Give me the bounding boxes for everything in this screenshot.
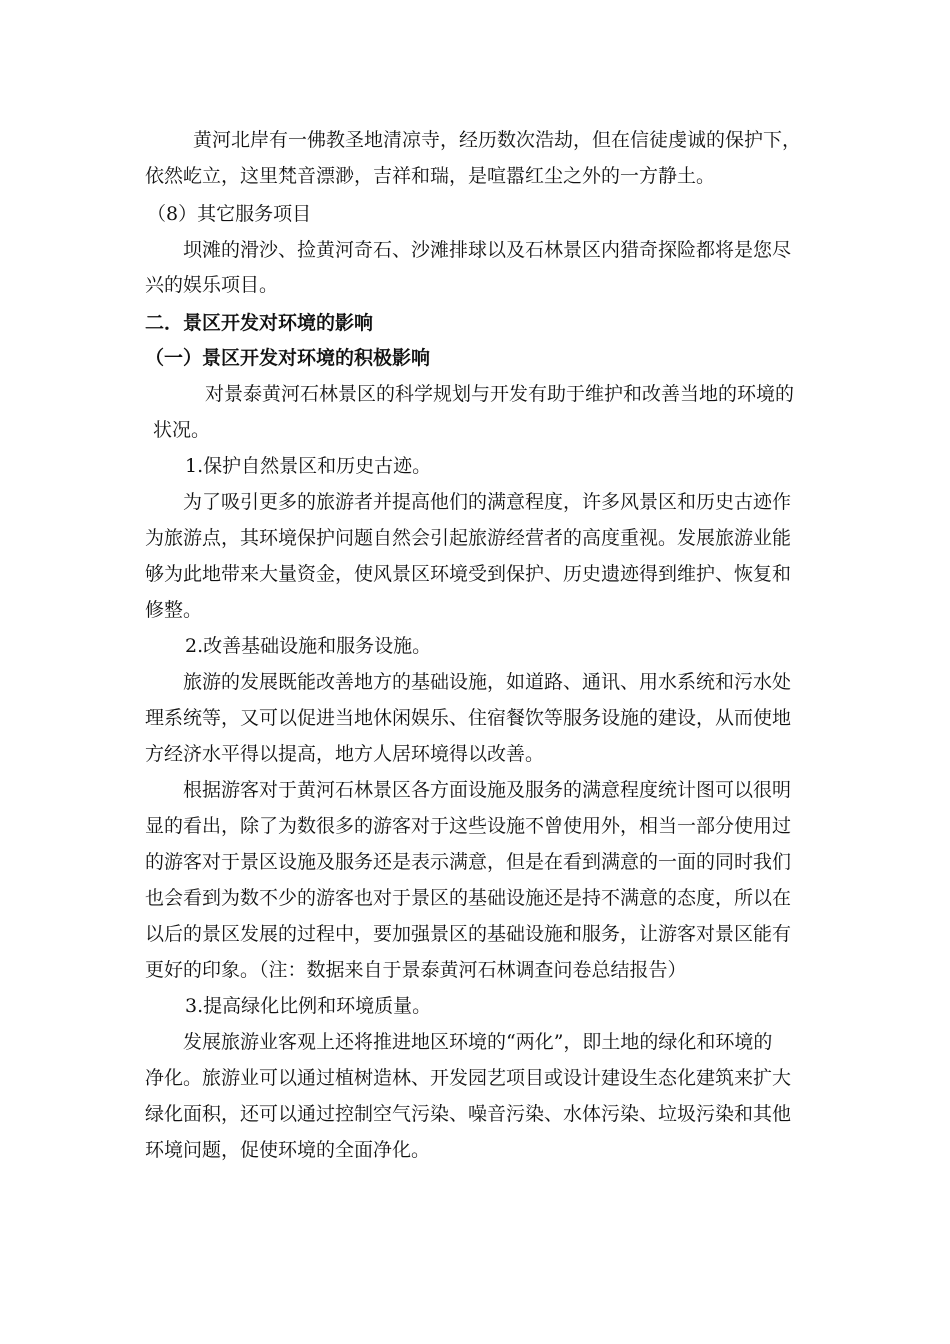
section-heading: 二．景区开发对环境的影响: [145, 312, 374, 334]
numbered-heading: 3.提高绿化比例和环境质量。: [185, 995, 432, 1017]
text-line: 更好的印象。（注：数据来自于景泰黄河石林调查问卷总结报告）: [145, 959, 687, 981]
text-line: 发展旅游业客观上还将推进地区环境的“两化”，即土地的绿化和环境的: [183, 1031, 773, 1053]
text-line: 的游客对于景区设施及服务还是表示满意，但是在看到满意的一面的同时我们: [145, 851, 792, 873]
text-line: 显的看出，除了为数很多的游客对于这些设施不曾使用外，相当一部分使用过: [145, 815, 792, 837]
text-line: 为旅游点，其环境保护问题自然会引起旅游经营者的高度重视。发展旅游业能: [145, 527, 792, 549]
text-line: 也会看到为数不少的游客也对于景区的基础设施还是持不满意的态度，所以在: [145, 887, 792, 909]
text-line: 理系统等，又可以促进当地休闲娱乐、住宿餐饮等服务设施的建设，从而使地: [145, 707, 792, 729]
text-line: 净化。旅游业可以通过植树造林、开发园艺项目或设计建设生态化建筑来扩大: [145, 1067, 792, 1089]
subsection-heading: （一）景区开发对环境的积极影响: [145, 347, 431, 369]
text-line: 以后的景区发展的过程中，要加强景区的基础设施和服务，让游客对景区能有: [145, 923, 792, 945]
text-line: 对景泰黄河石林景区的科学规划与开发有助于维护和改善当地的环境的: [205, 383, 795, 405]
list-item-heading: （8）其它服务项目: [147, 203, 312, 225]
text-line: 绿化面积，还可以通过控制空气污染、噪音污染、水体污染、垃圾污染和其他: [145, 1103, 792, 1125]
text-line: 旅游的发展既能改善地方的基础设施，如道路、通讯、用水系统和污水处: [183, 671, 792, 693]
text-line: 坝滩的滑沙、捡黄河奇石、沙滩排球以及石林景区内猎奇探险都将是您尽: [183, 239, 792, 261]
text-line: 依然屹立，这里梵音漂渺，吉祥和瑞，是喧嚣红尘之外的一方静土。: [145, 165, 716, 187]
text-line: 状况。: [153, 419, 211, 441]
text-line: 为了吸引更多的旅游者并提高他们的满意程度，许多风景区和历史古迹作: [183, 491, 792, 513]
text-line: 够为此地带来大量资金，使风景区环境受到保护、历史遗迹得到维护、恢复和: [145, 563, 792, 585]
numbered-heading: 2.改善基础设施和服务设施。: [185, 635, 432, 657]
text-line: 兴的娱乐项目。: [145, 274, 279, 296]
text-line: 环境问题，促使环境的全面净化。: [145, 1139, 431, 1161]
text-line: 黄河北岸有一佛教圣地清凉寺，经历数次浩劫，但在信徒虔诚的保护下，: [193, 129, 802, 151]
numbered-heading: 1.保护自然景区和历史古迹。: [185, 455, 432, 477]
text-line: 根据游客对于黄河石林景区各方面设施及服务的满意程度统计图可以很明: [183, 779, 792, 801]
text-line: 方经济水平得以提高，地方人居环境得以改善。: [145, 743, 545, 765]
text-line: 修整。: [145, 599, 203, 621]
